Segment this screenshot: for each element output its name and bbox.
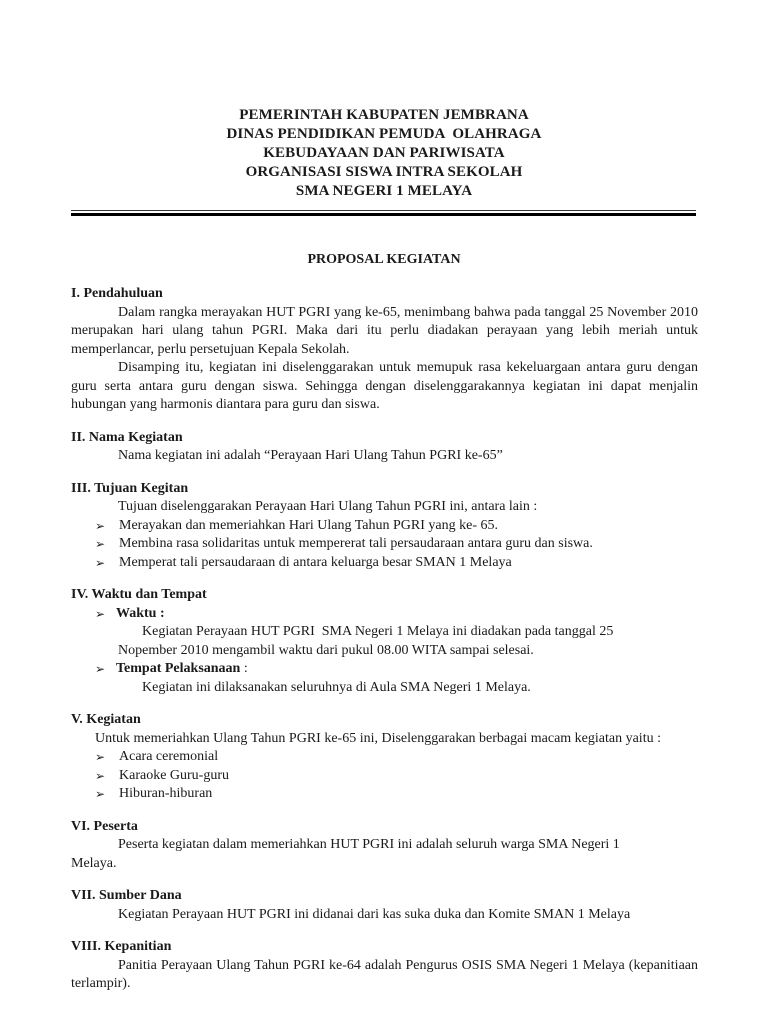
- letterhead-rule-thin: [71, 210, 696, 211]
- paragraph: Disamping itu, kegiatan ini diselenggarakan untuk memupuk rasa kekeluargaan antara guru dengan guru serta antara guru dengan siswa. Sehingga dengan diselenggarakannya kegiatan ini dapat menjalin hubungan yang harmonis diantara para guru dan siswa.: [71, 360, 698, 412]
- arrow-bullet-icon: ➢: [95, 750, 106, 764]
- section-kegiatan: [71, 711, 698, 804]
- activity-list: [71, 748, 698, 804]
- paragraph: Nama kegiatan ini adalah “Perayaan Hari Ulang Tahun PGRI ke-65”: [118, 448, 503, 463]
- list-item-text: Karaoke Guru-guru: [119, 767, 230, 783]
- section-heading: V. Kegiatan: [71, 712, 141, 727]
- intro-text: Tujuan diselenggarakan Perayaan Hari Ulang Tahun PGRI ini, antara lain :: [118, 499, 538, 514]
- letterhead-line-5: SMA NEGERI 1 MELAYA: [295, 183, 473, 199]
- list-item-text: Memperat tali persaudaraan di antara keluarga besar SMAN 1 Melaya: [119, 554, 512, 570]
- arrow-bullet-icon: ➢: [95, 662, 106, 676]
- section-heading: VII. Sumber Dana: [71, 888, 182, 903]
- list-item-tempat: [71, 660, 698, 679]
- list-item-waktu: [71, 605, 698, 624]
- time-place-list: [71, 605, 698, 624]
- paragraph: Dalam rangka merayakan HUT PGRI yang ke-65, menimbang bahwa pada tanggal 25 November 2010 merupakan hari ulang tahun PGRI. Maka dari itu perlu diadakan perayaan yang lebih meriah untuk memperlancar, perlu persetujuan Kepala Sekolah.: [71, 304, 698, 357]
- letterhead: [0, 106, 768, 201]
- section-pendahuluan: [71, 285, 698, 415]
- letterhead-line-2: DINAS PENDIDIKAN PEMUDA OLAHRAGA: [226, 126, 542, 142]
- section-sumber-dana: [71, 887, 698, 924]
- list-item-text: Hiburan-hiburan: [119, 786, 213, 801]
- paragraph: Panitia Perayaan Ulang Tahun PGRI ke-64 adalah Pengurus OSIS SMA Negeri 1 Melaya (kepanitiaan terlampir).: [71, 957, 698, 991]
- waktu-label: Waktu :: [116, 605, 165, 621]
- list-item: [71, 535, 698, 554]
- arrow-bullet-icon: ➢: [95, 518, 106, 533]
- section-heading: III. Tujuan Kegitan: [71, 480, 189, 496]
- arrow-bullet-icon: ➢: [95, 537, 106, 551]
- list-item-text: Merayakan dan memeriahkan Hari Ulang Tahun PGRI yang ke- 65.: [119, 517, 498, 533]
- list-item: [71, 748, 698, 767]
- arrow-bullet-icon: ➢: [95, 555, 106, 570]
- list-item: [71, 554, 698, 573]
- tempat-colon: :: [240, 661, 248, 676]
- list-item-text: Membina rasa solidaritas untuk mempererat tali persaudaraan antara guru dan siswa.: [119, 536, 593, 551]
- letterhead-rule-thick: [71, 213, 696, 216]
- section-heading: VIII. Kepanitian: [71, 939, 172, 954]
- arrow-bullet-icon: ➢: [95, 606, 106, 621]
- list-item: [71, 517, 698, 536]
- paragraph: Kegiatan Perayaan HUT PGRI ini didanai dari kas suka duka dan Komite SMAN 1 Melaya: [118, 906, 631, 922]
- section-tujuan-kegiatan: [71, 480, 698, 573]
- intro-text: Untuk memeriahkan Ulang Tahun PGRI ke-65 ini, Diselenggarakan berbagai macam kegiatan yaitu :: [95, 730, 661, 746]
- waktu-text-cont: Nopember 2010 mengambil waktu dari pukul 08.00 WITA sampai selesai.: [118, 642, 534, 658]
- section-heading: VI. Peserta: [71, 818, 138, 834]
- list-item-text: Acara ceremonial: [119, 749, 219, 764]
- waktu-text: Kegiatan Perayaan HUT PGRI SMA Negeri 1 Melaya ini diadakan pada tanggal 25: [142, 624, 614, 639]
- list-item: [71, 785, 698, 804]
- document-title: PROPOSAL KEGIATAN: [307, 252, 461, 267]
- paragraph: Peserta kegiatan dalam memeriahkan HUT PGRI ini adalah seluruh warga SMA Negeri 1 Melaya.: [71, 837, 620, 871]
- time-place-list-2: [71, 660, 698, 679]
- section-heading: I. Pendahuluan: [71, 286, 163, 301]
- tempat-label: Tempat Pelaksanaan: [116, 661, 241, 676]
- arrow-bullet-icon: ➢: [95, 768, 106, 783]
- letterhead-line-4: ORGANISASI SISWA INTRA SEKOLAH: [245, 164, 523, 180]
- section-heading: II. Nama Kegiatan: [71, 429, 183, 445]
- section-peserta: [71, 818, 698, 874]
- tempat-text: Kegiatan ini dilaksanakan seluruhnya di Aula SMA Negeri 1 Melaya.: [142, 679, 531, 695]
- list-item: [71, 767, 698, 786]
- section-kepanitiaan: [71, 938, 698, 994]
- section-heading: IV. Waktu dan Tempat: [71, 587, 207, 602]
- objective-list: [71, 517, 698, 573]
- document-body: [71, 285, 698, 994]
- arrow-bullet-icon: ➢: [95, 787, 106, 801]
- letterhead-line-3: KEBUDAYAAN DAN PARIWISATA: [263, 145, 505, 161]
- section-nama-kegiatan: [71, 429, 698, 466]
- letterhead-line-1: PEMERINTAH KABUPATEN JEMBRANA: [239, 107, 529, 123]
- section-waktu-tempat: [71, 586, 698, 697]
